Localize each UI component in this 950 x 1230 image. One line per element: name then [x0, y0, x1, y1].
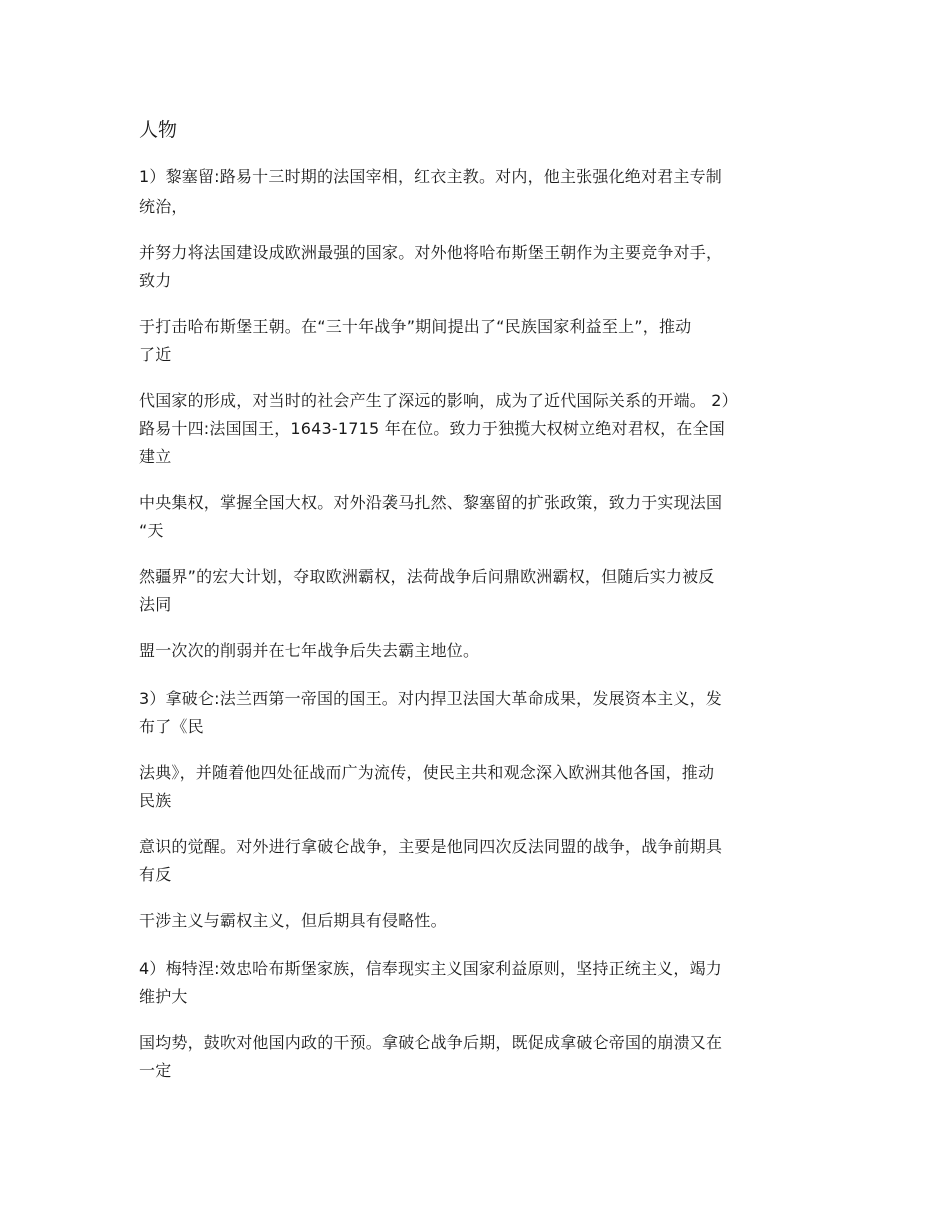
text-line: 然疆界”的宏大计划，夺取欧洲霸权，法荷战争后问鼎欧洲霸权，但随后实力被反	[139, 567, 715, 586]
text-line: 盟一次次的削弱并在七年战争后失去霸主地位。	[139, 641, 480, 660]
text-line: 意识的觉醒。对外进行拿破仑战争，主要是他同四次反法同盟的战争，战争前期具	[139, 837, 723, 856]
text-line: 致力	[139, 271, 172, 290]
text-line: 统治，	[139, 197, 188, 216]
text-line: 3）拿破仑:法兰西第一帝国的国王。对内捍卫法国大革命成果，发展资本主义，发	[139, 689, 722, 708]
text-line: 干涉主义与霸权主义，但后期具有侵略性。	[139, 911, 447, 930]
text-line: 法同	[139, 595, 172, 614]
text-line: 代国家的形成，对当时的社会产生了深远的影响，成为了近代国际关系的开端。 2）	[139, 391, 738, 410]
text-line: 1）黎塞留:路易十三时期的法国宰相，红衣主教。对内，他主张强化绝对君主专制	[139, 167, 722, 186]
text-line: 并努力将法国建设成欧洲最强的国家。对外他将哈布斯堡王朝作为主要竞争对手，	[139, 243, 723, 262]
text-line: 国均势，鼓吹对他国内政的干预。拿破仑战争后期，既促成拿破仑帝国的崩溃又在	[139, 1033, 723, 1052]
text-line: 布了《民	[139, 717, 204, 736]
text-line: 中央集权，掌握全国大权。对外沿袭马扎然、黎塞留的扩张政策，致力于实现法国	[139, 493, 723, 512]
text-line: 一定	[139, 1061, 172, 1080]
text-line: 维护大	[139, 987, 188, 1006]
section-heading: 人物	[139, 119, 178, 141]
text-line: 于打击哈布斯堡王朝。在“三十年战争”期间提出了“民族国家利益至上”，推动	[139, 317, 692, 336]
text-line: 了近	[139, 345, 172, 364]
text-line: 建立	[139, 447, 172, 466]
text-line: 4）梅特涅:效忠哈布斯堡家族，信奉现实主义国家利益原则，坚持正统主义，竭力	[139, 959, 722, 978]
text-line: 路易十四:法国国王，1643-1715 年在位。致力于独揽大权树立绝对君权，在全国	[139, 419, 725, 438]
text-line: 有反	[139, 865, 172, 884]
text-line: “天	[139, 521, 164, 540]
text-line: 民族	[139, 791, 172, 810]
text-line: 法典》，并随着他四处征战而广为流传，使民主共和观念深入欧洲其他各国，推动	[139, 763, 715, 782]
